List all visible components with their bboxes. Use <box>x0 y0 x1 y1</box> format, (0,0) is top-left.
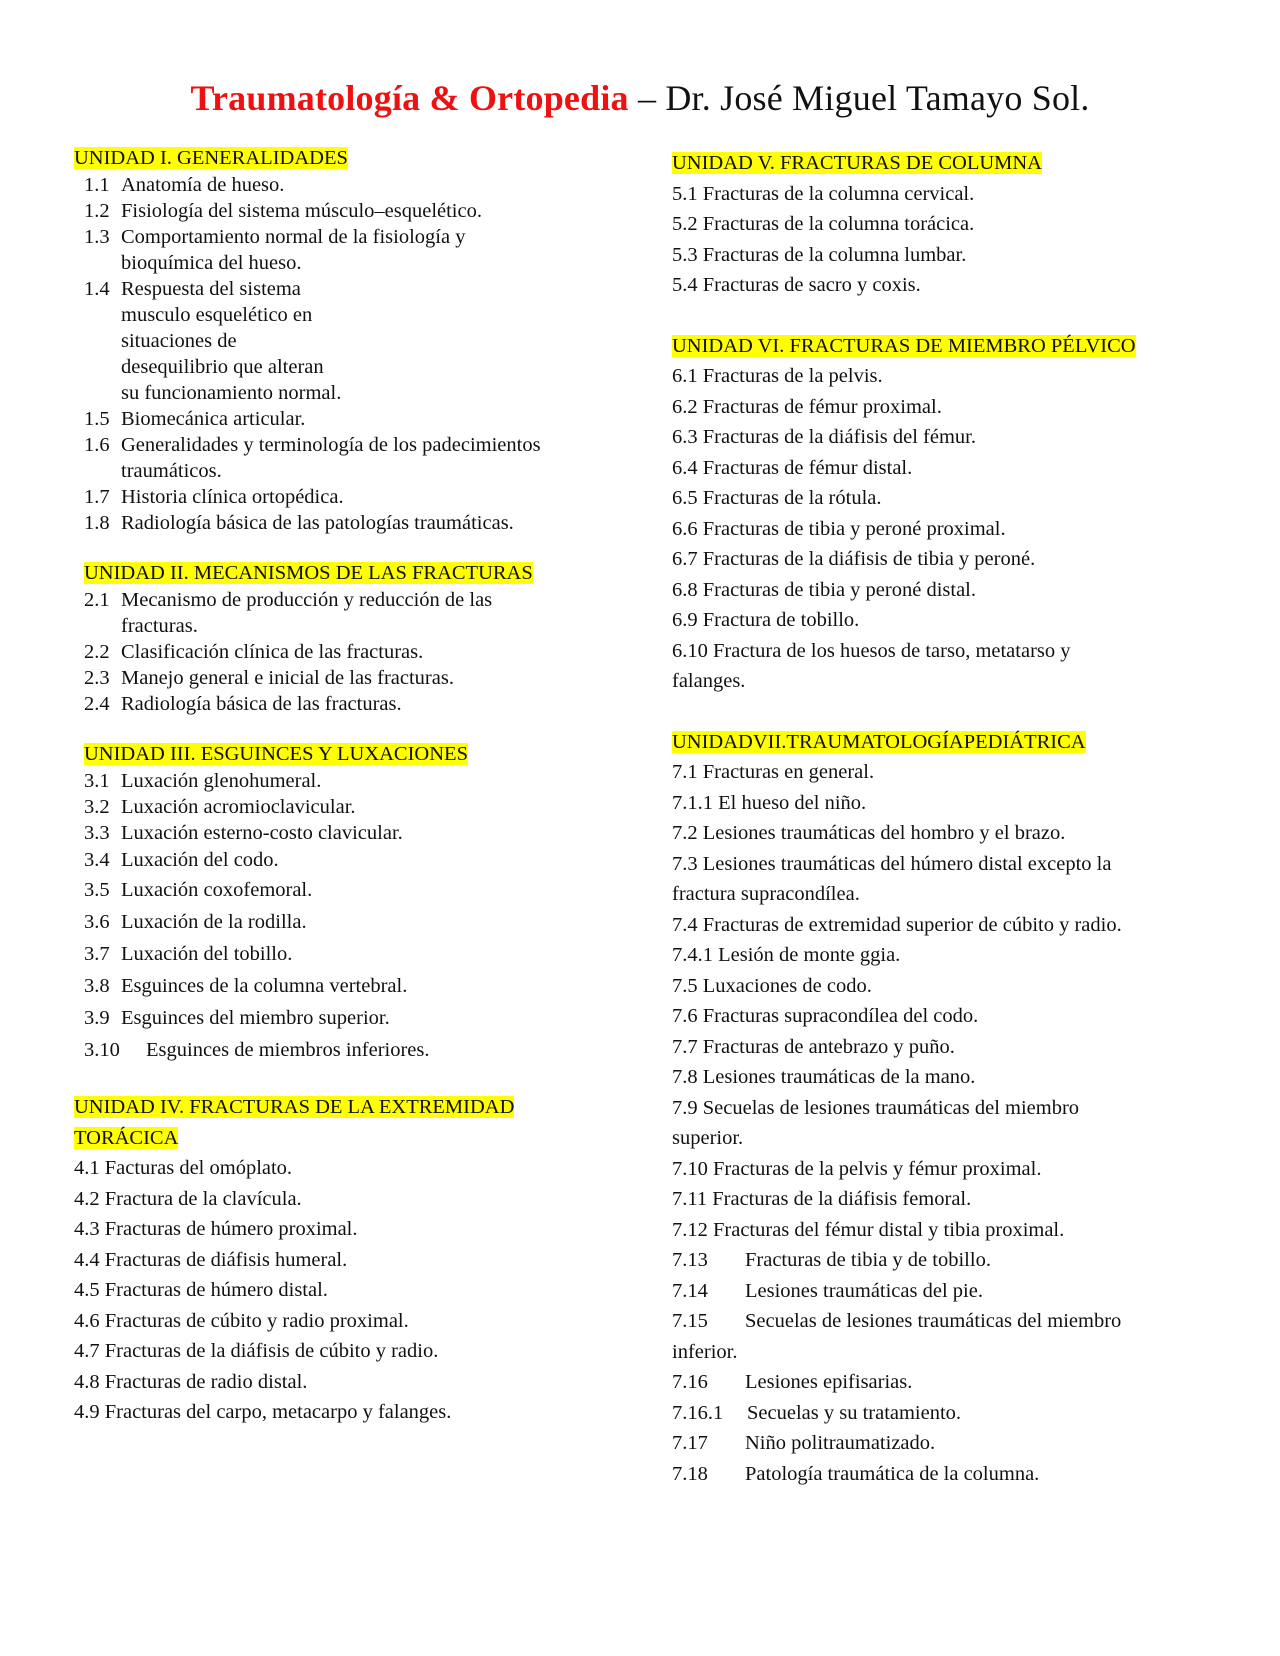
title-highlight: Traumatología & Ortopedia <box>190 78 629 118</box>
unit-4-heading: UNIDAD IV. FRACTURAS DE LA EXTREMIDAD TORÁCICA <box>74 1096 515 1149</box>
list-item: 5.3 Fracturas de la columna lumbar. <box>672 243 967 266</box>
list-item: 1.5 Biomecánica articular. <box>84 408 306 430</box>
unit-2-heading: UNIDAD II. MECANISMOS DE LAS FRACTURAS <box>84 562 533 584</box>
list-item: 5.2 Fracturas de la columna torácica. <box>672 213 975 235</box>
list-item: 6.4 Fracturas de fémur distal. <box>672 456 913 479</box>
list-item: 6.8 Fracturas de tibia y peroné distal. <box>672 578 976 601</box>
list-item: 3.1 Luxación glenohumeral. <box>84 770 322 792</box>
unit-1-heading: UNIDAD I. GENERALIDADES <box>74 147 348 169</box>
list-item: 1.7 Historia clínica ortopédica. <box>84 486 344 508</box>
list-item: 4.6 Fracturas de cúbito y radio proximal. <box>74 1309 409 1332</box>
list-item: 6.3 Fracturas de la diáfisis del fémur. <box>672 426 976 448</box>
list-item: 1.8 Radiología básica de las patologías traumáticas. <box>84 512 514 534</box>
list-item: 6.7 Fracturas de la diáfisis de tibia y peroné. <box>672 548 1036 570</box>
list-item: 3.3 Luxación esterno-costo clavicular. <box>84 822 403 844</box>
list-item: 7.6 Fracturas supracondílea del codo. <box>672 1005 979 1027</box>
list-item: 4.4 Fracturas de diáfisis humeral. <box>74 1248 348 1271</box>
list-item: 7.16.1 Secuelas y su tratamiento. <box>672 1401 962 1424</box>
list-item: 7.14 Lesiones traumáticas del pie. <box>672 1279 983 1302</box>
list-item: 6.9 Fractura de tobillo. <box>672 609 860 631</box>
list-item: 4.5 Fracturas de húmero distal. <box>74 1279 328 1301</box>
list-item: 4.7 Fracturas de la diáfisis de cúbito y radio. <box>74 1340 439 1362</box>
list-item: 5.4 Fracturas de sacro y coxis. <box>672 274 921 296</box>
list-item: 7.18 Patología traumática de la columna. <box>672 1462 1040 1485</box>
list-item: 6.10 Fractura de los huesos de tarso, metatarso y falanges. <box>672 639 1071 692</box>
list-item: 7.17 Niño politraumatizado. <box>672 1432 936 1454</box>
list-item: 4.8 Fracturas de radio distal. <box>74 1370 308 1393</box>
list-item: 7.1.1 El hueso del niño. <box>672 791 867 814</box>
list-item: 1.1 Anatomía de hueso. <box>84 174 285 196</box>
list-item: 6.1 Fracturas de la pelvis. <box>672 365 883 387</box>
list-item: 1.4 Respuesta del sistema musculo esquelético en situaciones de desequilibrio que alteran su funcionamiento normal. <box>84 278 342 404</box>
list-item: 3.6 Luxación de la rodilla. <box>84 911 307 933</box>
list-item: 2.4 Radiología básica de las fracturas. <box>84 693 402 715</box>
list-item: 7.2 Lesiones traumáticas del hombro y el brazo. <box>672 822 1066 844</box>
list-item: 7.13 Fracturas de tibia y de tobillo. <box>672 1249 991 1271</box>
list-item: 1.6 Generalidades y terminología de los padecimientos traumáticos. <box>84 434 541 482</box>
list-item: 7.16 Lesiones epifisarias. <box>672 1371 913 1393</box>
list-item: 3.8 Esguinces de la columna vertebral. <box>84 975 408 997</box>
list-item: 3.9 Esguinces del miembro superior. <box>84 1007 390 1029</box>
list-item: 3.4 Luxación del codo. <box>84 849 279 871</box>
list-item: 7.10 Fracturas de la pelvis y fémur proximal. <box>672 1157 1042 1180</box>
list-item: 1.2 Fisiología del sistema músculo–esquelético. <box>84 200 482 222</box>
list-item: 3.5 Luxación coxofemoral. <box>84 879 313 901</box>
list-item: 7.15 Secuelas de lesiones traumáticas del miembro inferior. <box>672 1310 1122 1363</box>
list-item: 7.12 Fracturas del fémur distal y tibia proximal. <box>672 1218 1065 1241</box>
list-item: 5.1 Fracturas de la columna cervical. <box>672 182 975 205</box>
list-item: 7.4 Fracturas de extremidad superior de cúbito y radio. <box>672 913 1122 936</box>
list-item: 6.2 Fracturas de fémur proximal. <box>672 395 942 418</box>
list-item: 4.3 Fracturas de húmero proximal. <box>74 1218 358 1240</box>
right-column <box>672 148 1212 1489</box>
list-item: 7.1 Fracturas en general. <box>672 761 875 783</box>
list-item: 4.9 Fracturas del carpo, metacarpo y falanges. <box>74 1401 452 1423</box>
list-item: 4.1 Facturas del omóplato. <box>74 1157 293 1179</box>
page-title <box>0 76 1280 120</box>
list-item: 4.2 Fractura de la clavícula. <box>74 1187 302 1210</box>
list-item: 2.3 Manejo general e inicial de las fracturas. <box>84 667 454 689</box>
list-item: 7.9 Secuelas de lesiones traumáticas del miembro superior. <box>672 1096 1080 1149</box>
list-item: 7.7 Fracturas de antebrazo y puño. <box>672 1035 955 1058</box>
list-item: 3.10 Esguinces de miembros inferiores. <box>84 1039 430 1061</box>
unit-6-heading: UNIDAD VI. FRACTURAS DE MIEMBRO PÉLVICO <box>672 334 1136 357</box>
unit-5-heading: UNIDAD V. FRACTURAS DE COLUMNA <box>672 152 1042 174</box>
list-item: 3.7 Luxación del tobillo. <box>84 943 293 965</box>
unit-4-list <box>74 1153 634 1428</box>
list-item: 7.5 Luxaciones de codo. <box>672 974 872 997</box>
list-item: 2.1 Mecanismo de producción y reducción de las fracturas. <box>84 589 493 637</box>
unit-1-list <box>74 172 634 536</box>
list-item: 7.8 Lesiones traumáticas de la mano. <box>672 1066 976 1088</box>
list-item: 7.4.1 Lesión de monte ggia. <box>672 944 901 966</box>
list-item: 2.2 Clasificación clínica de las fracturas. <box>84 641 424 663</box>
list-item: 6.5 Fracturas de la rótula. <box>672 487 882 509</box>
list-item: 7.3 Lesiones traumáticas del húmero distal excepto la fractura supracondílea. <box>672 852 1112 905</box>
unit-7-heading: UNIDADVII.TRAUMATOLOGÍAPEDIÁTRICA <box>672 730 1086 753</box>
left-column <box>74 145 634 1428</box>
unit-3-heading: UNIDAD III. ESGUINCES Y LUXACIONES <box>84 743 468 765</box>
title-author: – Dr. José Miguel Tamayo Sol. <box>628 78 1090 118</box>
list-item: 1.3 Comportamiento normal de la fisiología y bioquímica del hueso. <box>84 226 466 274</box>
list-item: 6.6 Fracturas de tibia y peroné proximal. <box>672 517 1006 540</box>
list-item: 7.11 Fracturas de la diáfisis femoral. <box>672 1188 972 1210</box>
list-item: 3.2 Luxación acromioclavicular. <box>84 796 356 818</box>
